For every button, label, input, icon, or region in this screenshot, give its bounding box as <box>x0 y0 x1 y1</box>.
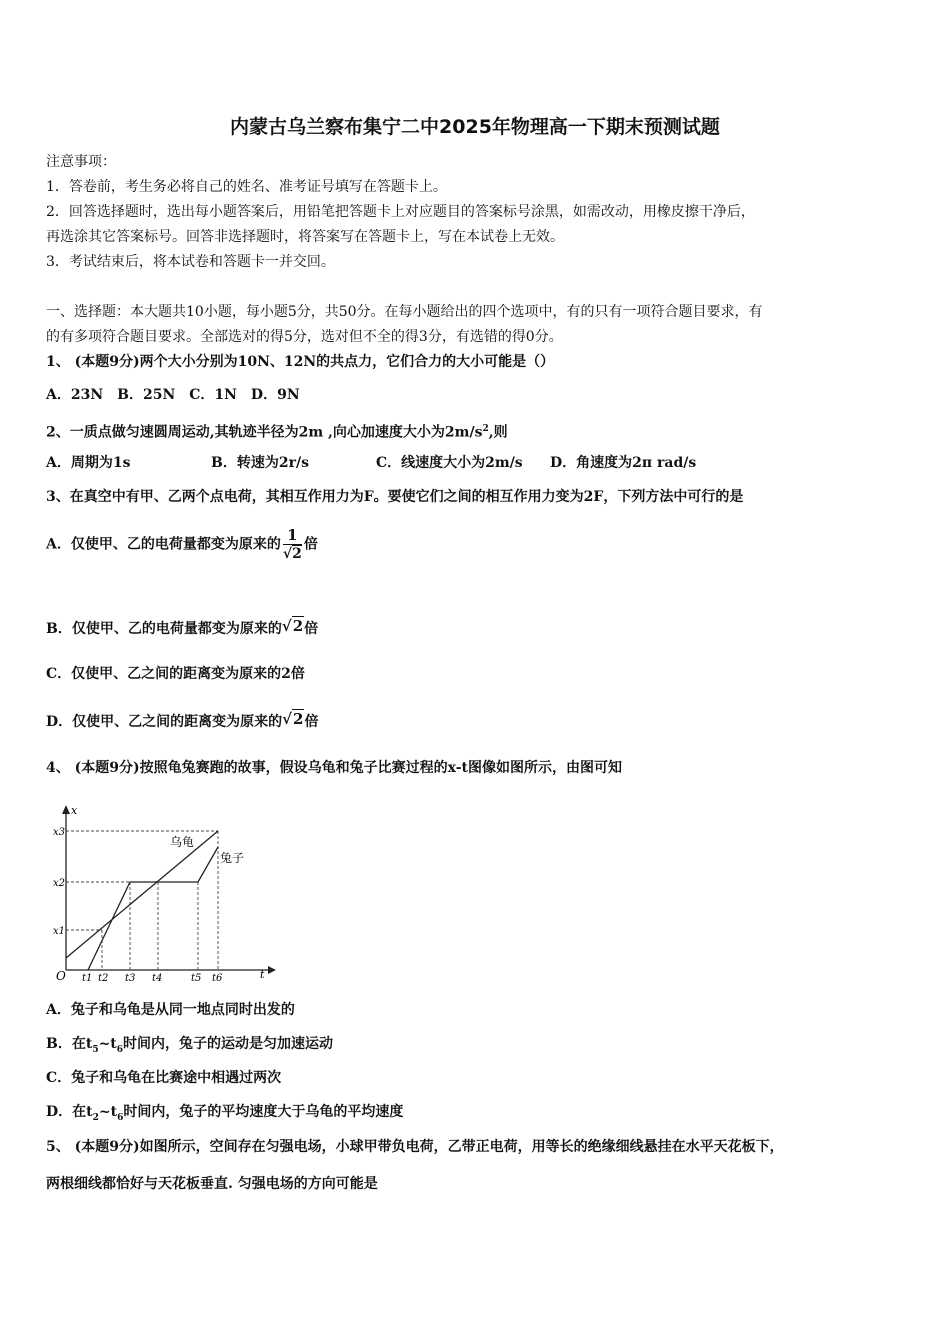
q4-stem: 4、 (本题9分)按照龟兔赛跑的故事，假设乌龟和兔子比赛过程的x-t图像如图所示，由图可知 <box>46 760 622 776</box>
q3-option-d-text: D．仅使甲、乙之间的距离变为原来的 <box>46 714 283 730</box>
q4-option-d <box>46 1102 403 1128</box>
tortoise-label: 乌龟 <box>170 835 195 849</box>
q3-option-a-text: A．仅使甲、乙的电荷量都变为原来的 <box>46 536 281 553</box>
x-axis-arrow <box>62 805 70 814</box>
y-tick-x2: x2 <box>53 878 66 889</box>
q2-option-b: B．转速为2r/s <box>211 455 309 471</box>
fraction-one-over-root-two <box>283 526 302 563</box>
q1-stem: 1、 (本题9分)两个大小分别为10N、12N的共点力，它们合力的大小可能是（） <box>46 354 555 370</box>
page-title: 内蒙古乌兰察布集宁二中2025年物理高一下期末预测试题 <box>230 116 720 138</box>
q2-option-c: C．线速度大小为2m/s <box>376 455 523 471</box>
q2-option-a: A．周期为1s <box>46 455 131 471</box>
t-axis-label: t <box>260 968 265 981</box>
origin-label: O <box>56 969 66 982</box>
subscript: 2 <box>92 1112 99 1123</box>
q2-stem-text: 2、一质点做匀速圆周运动,其轨迹半径为2m ,向心加速度大小为2m/s <box>46 424 483 441</box>
notice-item-2-cont: 再选涂其它答案标号。回答非选择题时，将答案写在答题卡上，写在本试卷上无效。 <box>46 229 564 245</box>
q2-stem <box>46 419 508 443</box>
t-axis-arrow <box>268 966 276 974</box>
q5-stem-line1: 5、 (本题9分)如图所示，空间存在匀强电场，小球甲带负电荷，乙带正电荷，用等长的绝缘细线悬挂在水平天花板下， <box>46 1139 784 1155</box>
notice-item-2: 2．回答选择题时，选出每小题答案后，用铅笔把答题卡上对应题目的答案标号涂黑，如需改动，用橡皮擦干净后， <box>46 204 755 220</box>
q3-option-b-suffix: 倍 <box>304 621 319 637</box>
y-tick-x1: x1 <box>53 926 66 937</box>
sqrt-radicand: 2 <box>292 617 304 635</box>
q2-option-d: D．角速度为2π rad/s <box>550 455 697 471</box>
q4-option-a: A．兔子和乌龟是从同一地点同时出发的 <box>46 1002 295 1018</box>
subscript: 6 <box>116 1044 124 1055</box>
subscript: 5 <box>92 1044 99 1055</box>
q4-option-d-text: D．在t <box>46 1104 93 1120</box>
rabbit-label: 兔子 <box>220 851 245 865</box>
notice-item-3: 3．考试结束后，将本试卷和答题卡一并交回。 <box>46 254 335 270</box>
q4-option-b-text: 时间内，兔子的运动是匀加速运动 <box>123 1036 334 1052</box>
tortoise-line <box>66 831 218 958</box>
x-tick-t5: t5 <box>191 973 202 982</box>
q2-stem-end: ,则 <box>488 424 508 441</box>
q3-option-b <box>46 616 318 639</box>
q3-option-d-suffix: 倍 <box>304 714 319 730</box>
section-intro-line1: 一、选择题：本大题共10小题，每小题5分，共50分。在每小题给出的四个选项中，有的只有一项符合题目要求，有 <box>46 304 763 320</box>
section-intro-line2: 的有多项符合题目要求。全部选对的得5分，选对但不全的得3分，有选错的得0分。 <box>46 329 563 345</box>
q1-options: A．23N B．25N C．1N D．9N <box>46 387 300 403</box>
xt-graph-figure <box>46 800 286 982</box>
fraction-denominator: √2 <box>282 546 302 562</box>
x-axis-label: x <box>71 804 78 817</box>
subscript: 6 <box>117 1112 124 1123</box>
q4-option-b <box>46 1034 333 1060</box>
q3-option-a <box>46 526 318 563</box>
y-tick-x3: x3 <box>53 827 66 838</box>
q3-stem: 3、在真空中有甲、乙两个点电荷，其相互作用力为F。要使它们之间的相互作用力变为2F，下列方法中可行的是 <box>46 489 744 505</box>
q5-stem-line2: 两根细线都恰好与天花板垂直. 匀强电场的方向可能是 <box>46 1176 378 1192</box>
q4-option-c: C．兔子和乌龟在比赛途中相遇过两次 <box>46 1070 282 1086</box>
q3-option-c: C．仅使甲、乙之间的距离变为原来的2倍 <box>46 666 305 682</box>
q4-option-d-text: ~t <box>98 1104 118 1120</box>
notice-item-1: 1．答卷前，考生务必将自己的姓名、准考证号填写在答题卡上。 <box>46 179 447 195</box>
x-tick-t4: t4 <box>152 973 163 982</box>
x-tick-t6: t6 <box>212 973 223 982</box>
fraction-numerator: 1 <box>283 526 302 545</box>
q3-option-b-text: B．仅使甲、乙的电荷量都变为原来的 <box>46 621 282 637</box>
q2-stem-sup: 2 <box>482 424 489 434</box>
q4-option-b-text: ~t <box>98 1036 117 1052</box>
q3-option-d <box>46 709 318 732</box>
rabbit-line <box>88 847 218 970</box>
x-tick-t3: t3 <box>125 973 136 982</box>
notice-heading: 注意事项： <box>46 154 116 170</box>
sqrt-two: √2 <box>282 710 304 728</box>
q4-option-b-text: B．在t <box>46 1036 93 1052</box>
x-tick-t1: t1 <box>82 973 93 982</box>
q3-option-a-suffix: 倍 <box>303 536 318 553</box>
sqrt-radicand: 2 <box>293 710 304 728</box>
sqrt-two: √2 <box>281 617 304 635</box>
x-tick-t2: t2 <box>98 973 109 982</box>
fraction-radicand: 2 <box>292 546 302 562</box>
q4-option-d-text: 时间内，兔子的平均速度大于乌龟的平均速度 <box>123 1104 404 1120</box>
